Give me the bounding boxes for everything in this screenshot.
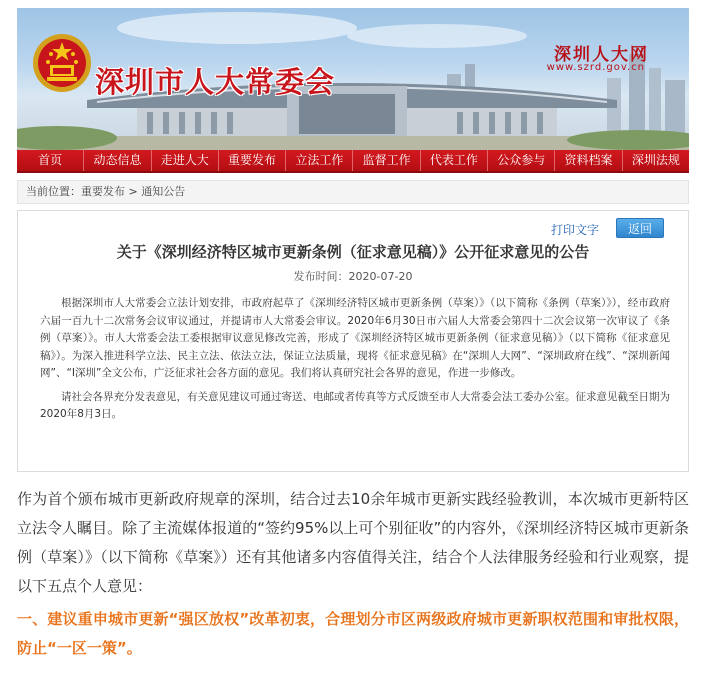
- article-body: [17, 485, 689, 663]
- nav-item-supervision[interactable]: 监督工作: [353, 150, 420, 171]
- notice-paragraph: 根据深圳市人大常委会立法计划安排，市政府起草了《深圳经济特区城市更新条例（草案）》（以下简称《条例（草案）》），经市政府六届一百九十二次常务会议审议通过，并提请市人大常委会审议。2020年6月30日市六届人大常委会第四十二次会议第一次审议了《条例（草案）》。市人大常委会法工委根据审议意见修改完善，形成了《深圳经济特区城市更新条例（征求意见稿）》（以下简称《征求意见稿》）。为深入推进科学立法、民主立法、依法立法，保证立法质量，现将《征求意见稿》在“深圳人大网”、“深圳政府在线”、“深圳新闻网”、“I深圳”全文公布，广泛征求社会各方面的意见。我们将认真研究社会各界的意见，作进一步修改。: [40, 297, 670, 379]
- notice-title: 关于《深圳经济特区城市更新条例（征求意见稿）》公开征求意见的公告: [116, 243, 590, 261]
- nav-item-deputies[interactable]: 代表工作: [421, 150, 488, 171]
- nav-item-regulations[interactable]: 深圳法规: [631, 153, 680, 167]
- nav-item-about[interactable]: 走进人大: [152, 150, 219, 171]
- breadcrumb-item-notices[interactable]: 通知公告: [141, 185, 186, 198]
- breadcrumb: [17, 180, 689, 204]
- article-paragraph: 作为首个颁布城市更新政府规章的深圳，结合过去10余年城市更新实践经验教训，本次城市更新特区立法令人瞩目。除了主流媒体报道的“签约95%以上可个别征收”的内容外，《深圳经济特区城市更新条例（草案）》（以下简称《草案》）还有其他诸多内容值得关注，结合个人法律服务经验和行业观察，提以下五点个人意见：: [17, 490, 689, 595]
- breadcrumb-prefix: 当前位置：: [26, 185, 81, 198]
- back-button[interactable]: 返回: [616, 218, 664, 238]
- site-title: 深圳市人大常委会: [95, 65, 336, 99]
- nav-item-releases[interactable]: 重要发布: [219, 150, 286, 171]
- notice-paragraph: 请社会各界充分发表意见，有关意见建议可通过寄送、电邮或者传真等方式反馈至市人大常委会法工委办公室。征求意见截至日期为2020年8月3日。: [40, 390, 670, 420]
- nav-item-legislation[interactable]: 立法工作: [286, 150, 353, 171]
- article-subheading: 一、建议重申城市更新“强区放权”改革初衷，合理划分市区两级政府城市更新职权范围和审批权限，防止“一区一策”。: [17, 610, 689, 657]
- notice-panel: [17, 210, 689, 472]
- site-url: www.szrd.gov.cn: [546, 62, 645, 73]
- nav-item-news[interactable]: 动态信息: [84, 150, 151, 171]
- national-emblem-icon: [31, 32, 93, 94]
- breadcrumb-item-releases[interactable]: 重要发布: [81, 185, 125, 198]
- nav-item-archives[interactable]: 资料档案: [555, 150, 622, 171]
- notice-body: [40, 295, 670, 430]
- breadcrumb-separator: >: [125, 185, 142, 198]
- publish-date: 发布时间：2020-07-20: [293, 270, 413, 283]
- nav-item-home[interactable]: 首页: [17, 150, 84, 171]
- site-banner: [17, 8, 689, 150]
- site-logo-text: 深圳人大网: [554, 45, 649, 65]
- nav-item-public[interactable]: 公众参与: [488, 150, 555, 171]
- main-nav: [17, 150, 689, 173]
- print-link[interactable]: 打印文字: [551, 223, 600, 237]
